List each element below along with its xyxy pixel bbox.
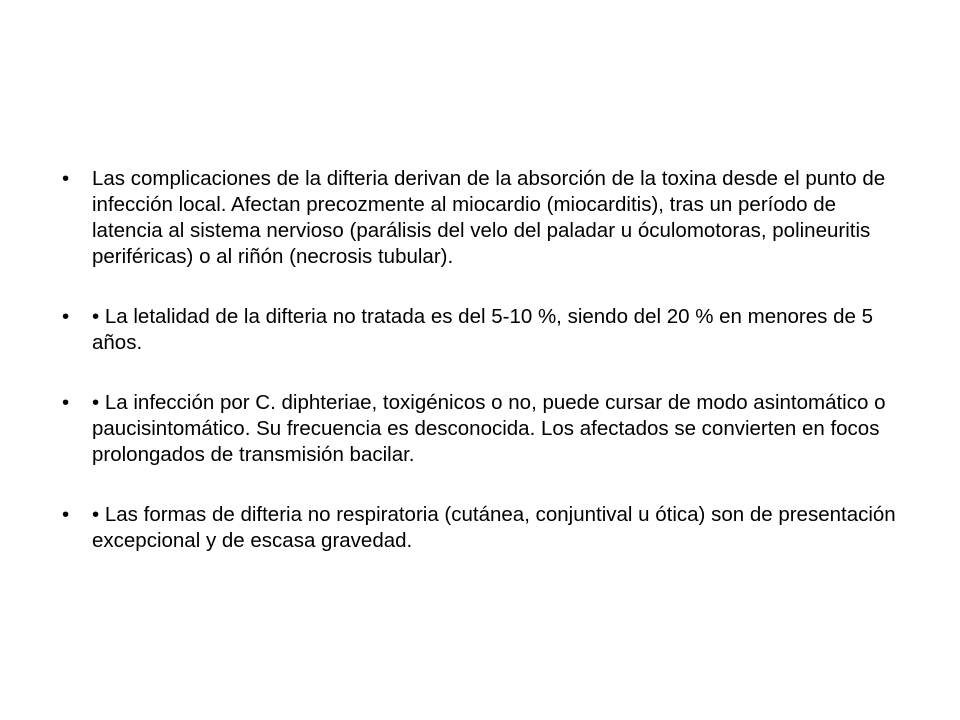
bullet-item-formas [62,502,912,554]
bullet-text: Las complicaciones de la difteria derivan de la absorción de la toxina desde el punto de infección local. Afectan precozmente al miocardio (miocarditis), tras un período de latencia al sistema nervioso (parálisis del velo del paladar u óculomotoras, polineuritis periféricas) o al riñón (necrosis tubular). [92,167,886,268]
bullet-icon: • [62,167,70,190]
bullet-icon: • [62,503,70,526]
bullet-list [62,166,912,554]
bullet-icon: • [62,305,70,328]
bullet-text: • La infección por C. diphteriae, toxigénicos o no, puede cursar de modo asintomático o paucisintomático. Su frecuencia es desconocida. Los afectados se convierten en focos prolongados de transmisión bacilar. [92,391,886,466]
bullet-text: • Las formas de difteria no respiratoria (cutánea, conjuntival u ótica) son de presentación excepcional y de escasa gravedad. [92,503,896,552]
bullet-item-complicaciones [62,166,912,270]
bullet-icon: • [62,391,70,414]
bullet-text: • La letalidad de la difteria no tratada es del 5-10 %, siendo del 20 % en menores de 5 años. [92,305,873,354]
bullet-item-infeccion [62,390,912,468]
bullet-item-letalidad [62,304,912,356]
